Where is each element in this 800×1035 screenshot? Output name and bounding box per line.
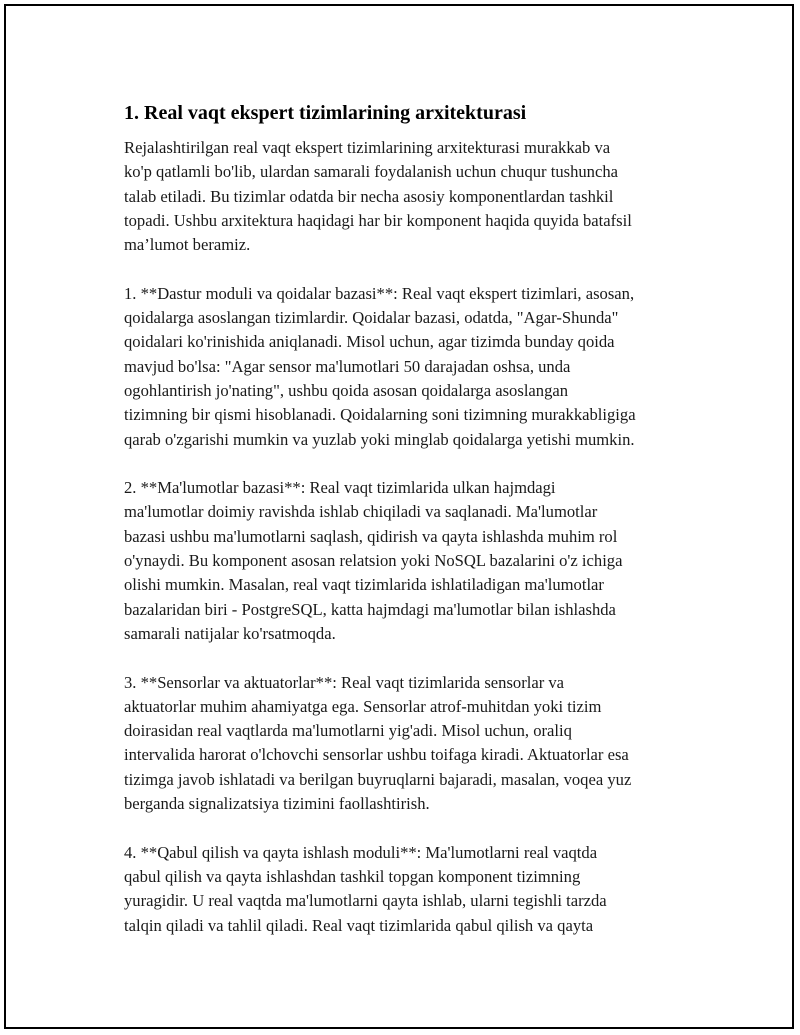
text-line: doirasidan real vaqtlarda ma'lumotlarni yig'adi. Misol uchun, oraliq bbox=[124, 721, 572, 741]
paragraph-item-3 bbox=[124, 671, 704, 817]
text-line: berganda signalizatsiya tizimini faollashtirish. bbox=[124, 794, 430, 814]
text-line: qoidalari ko'rinishida aniqlanadi. Misol uchun, agar tizimda bunday qoida bbox=[124, 332, 615, 352]
document-body bbox=[124, 100, 704, 962]
text-line: topadi. Ushbu arxitektura haqidagi har bir komponent haqida quyida batafsil bbox=[124, 210, 632, 230]
paragraph-item-1 bbox=[124, 282, 704, 452]
text-line: 4. **Qabul qilish va qayta ishlash moduli**: Ma'lumotlarni real vaqtda bbox=[124, 842, 598, 862]
text-line: o'ynaydi. Bu komponent asosan relatsion yoki NoSQL bazalarini o'z ichiga bbox=[124, 551, 623, 571]
text-line: mavjud bo'lsa: "Agar sensor ma'lumotlari 50 darajadan oshsa, unda bbox=[124, 356, 571, 376]
text-line: tizimning bir qismi hisoblanadi. Qoidalarning soni tizimning murakkabligiga bbox=[124, 405, 636, 425]
text-line: olishi mumkin. Masalan, real vaqt tizimlarida ishlatiladigan ma'lumotlar bbox=[124, 575, 604, 595]
text-line: bazalaridan biri - PostgreSQL, katta hajmdagi ma'lumotlar bilan ishlashda bbox=[124, 599, 616, 619]
text-line: qoidalarga asoslangan tizimlardir. Qoidalar bazasi, odatda, "Agar-Shunda" bbox=[124, 308, 619, 328]
text-line: qabul qilish va qayta ishlashdan tashkil topgan komponent tizimning bbox=[124, 866, 581, 886]
text-line: 2. **Ma'lumotlar bazasi**: Real vaqt tizimlarida ulkan hajmdagi bbox=[124, 478, 556, 498]
text-line: 3. **Sensorlar va aktuatorlar**: Real vaqt tizimlarida sensorlar va bbox=[124, 672, 565, 692]
section-heading: 1. Real vaqt ekspert tizimlarining arxitekturasi bbox=[124, 102, 527, 124]
text-line: samarali natijalar ko'rsatmoqda. bbox=[124, 623, 336, 643]
text-line: ogohlantirish jo'nating", ushbu qoida asosan qoidalarga asoslangan bbox=[124, 380, 569, 400]
paragraph-item-2 bbox=[124, 476, 704, 646]
text-line: talqin qiladi va tahlil qiladi. Real vaqt tizimlarida qabul qilish va qayta bbox=[124, 915, 594, 935]
text-line: ma'lumotlar doimiy ravishda ishlab chiqiladi va saqlanadi. Ma'lumotlar bbox=[124, 502, 598, 522]
text-line: tizimga javob ishlatadi va berilgan buyruqlarni bajaradi, masalan, voqea yuz bbox=[124, 769, 632, 789]
text-line: ko'p qatlamli bo'lib, ulardan samarali foydalanish uchun chuqur tushuncha bbox=[124, 162, 618, 182]
text-line: intervalida harorat o'lchovchi sensorlar ushbu toifaga kiradi. Aktuatorlar esa bbox=[124, 745, 629, 765]
text-line: 1. **Dastur moduli va qoidalar bazasi**: Real vaqt ekspert tizimlari, asosan, bbox=[124, 283, 635, 303]
text-line: ma’lumot beramiz. bbox=[124, 235, 251, 255]
text-line: Rejalashtirilgan real vaqt ekspert tizimlarining arxitekturasi murakkab va bbox=[124, 138, 611, 157]
paragraph-item-4 bbox=[124, 841, 704, 938]
text-line: yuragidir. U real vaqtda ma'lumotlarni qayta ishlab, ularni tegishli tarzda bbox=[124, 891, 607, 911]
text-line: qarab o'zgarishi mumkin va yuzlab yoki minglab qoidalarga yetishi mumkin. bbox=[124, 429, 635, 449]
text-line: talab etiladi. Bu tizimlar odatda bir necha asosiy komponentlardan tashkil bbox=[124, 186, 614, 206]
text-line: bazasi ushbu ma'lumotlarni saqlash, qidirish va qayta ishlashda muhim rol bbox=[124, 526, 618, 546]
page-frame bbox=[4, 4, 794, 1029]
text-line: aktuatorlar muhim ahamiyatga ega. Sensorlar atrof-muhitdan yoki tizim bbox=[124, 696, 602, 716]
paragraph-intro bbox=[124, 136, 704, 257]
